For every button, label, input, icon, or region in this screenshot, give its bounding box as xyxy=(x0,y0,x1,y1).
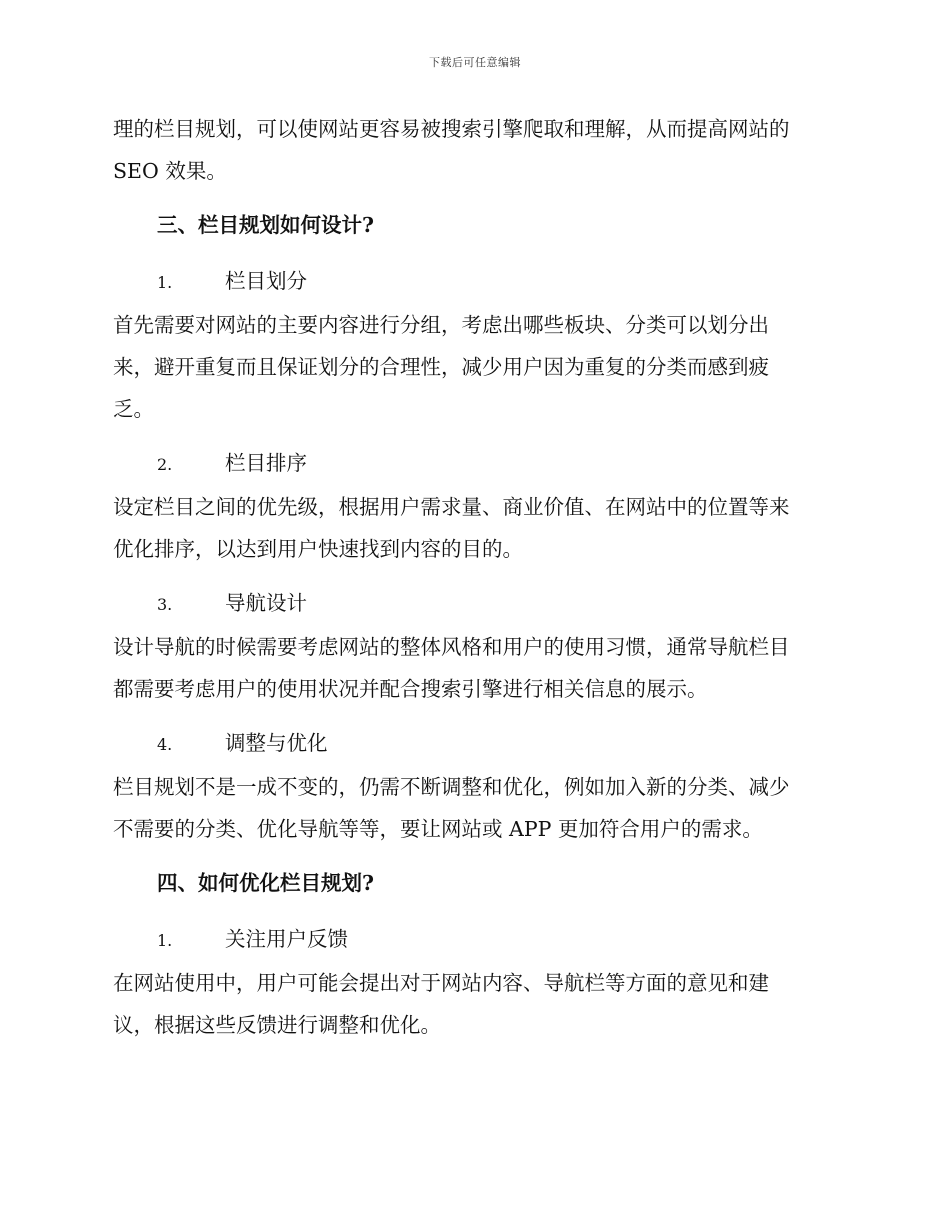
list-item xyxy=(113,722,833,850)
list-item-number: 1. xyxy=(157,931,173,950)
list-item xyxy=(113,260,833,430)
list-item-number: 2. xyxy=(157,455,173,474)
paragraph-line: 首先需要对网站的主要内容进行分组，考虑出哪些板块、分类可以划分出 xyxy=(113,313,769,337)
list-item-label: 关注用户反馈 xyxy=(225,927,348,951)
list-item-number: 3. xyxy=(157,595,173,614)
paragraph-line: 来，避开重复而且保证划分的合理性，减少用户因为重复的分类而感到疲 xyxy=(113,355,769,379)
paragraph-line: 不需要的分类、优化导航等等，要让网站或 APP 更加符合用户的需求。 xyxy=(113,817,763,841)
list-item-label: 调整与优化 xyxy=(225,731,328,755)
section-heading: 四、如何优化栏目规划? xyxy=(157,871,375,895)
list-item-number: 4. xyxy=(157,735,173,754)
document-body xyxy=(113,108,833,1058)
paragraph-line: 设定栏目之间的优先级，根据用户需求量、商业价值、在网站中的位置等来 xyxy=(113,495,790,519)
paragraph-line: 理的栏目规划，可以使网站更容易被搜索引擎爬取和理解，从而提高网站的 xyxy=(113,117,790,141)
section-heading: 三、栏目规划如何设计? xyxy=(157,213,375,237)
paragraph-line: 都需要考虑用户的使用状况并配合搜索引擎进行相关信息的展示。 xyxy=(113,677,708,701)
list-item-heading xyxy=(113,260,833,304)
paragraph-line: 栏目规划不是一成不变的，仍需不断调整和优化，例如加入新的分类、减少 xyxy=(113,775,790,799)
paragraph-line: 乏。 xyxy=(113,397,154,421)
paragraph-line: SEO 效果。 xyxy=(113,159,227,183)
list-item-heading xyxy=(113,582,833,626)
list-item-number: 1. xyxy=(157,273,173,292)
paragraph-line: 设计导航的时候需要考虑网站的整体风格和用户的使用习惯，通常导航栏目 xyxy=(113,635,790,659)
paragraph-line: 议，根据这些反馈进行调整和优化。 xyxy=(113,1013,441,1037)
list-item xyxy=(113,918,833,1046)
list-item-label: 栏目排序 xyxy=(225,451,307,475)
list-item-label: 导航设计 xyxy=(225,591,307,615)
list-item-label: 栏目划分 xyxy=(225,269,307,293)
list-item-heading xyxy=(113,918,833,962)
intro-paragraph xyxy=(113,108,833,192)
paragraph-line: 在网站使用中，用户可能会提出对于网站内容、导航栏等方面的意见和建 xyxy=(113,971,769,995)
page-header: 下载后可任意编辑 xyxy=(429,56,521,69)
paragraph-line: 优化排序，以达到用户快速找到内容的目的。 xyxy=(113,537,523,561)
list-item-heading xyxy=(113,442,833,486)
list-item-heading xyxy=(113,722,833,766)
list-item xyxy=(113,582,833,710)
list-item xyxy=(113,442,833,570)
